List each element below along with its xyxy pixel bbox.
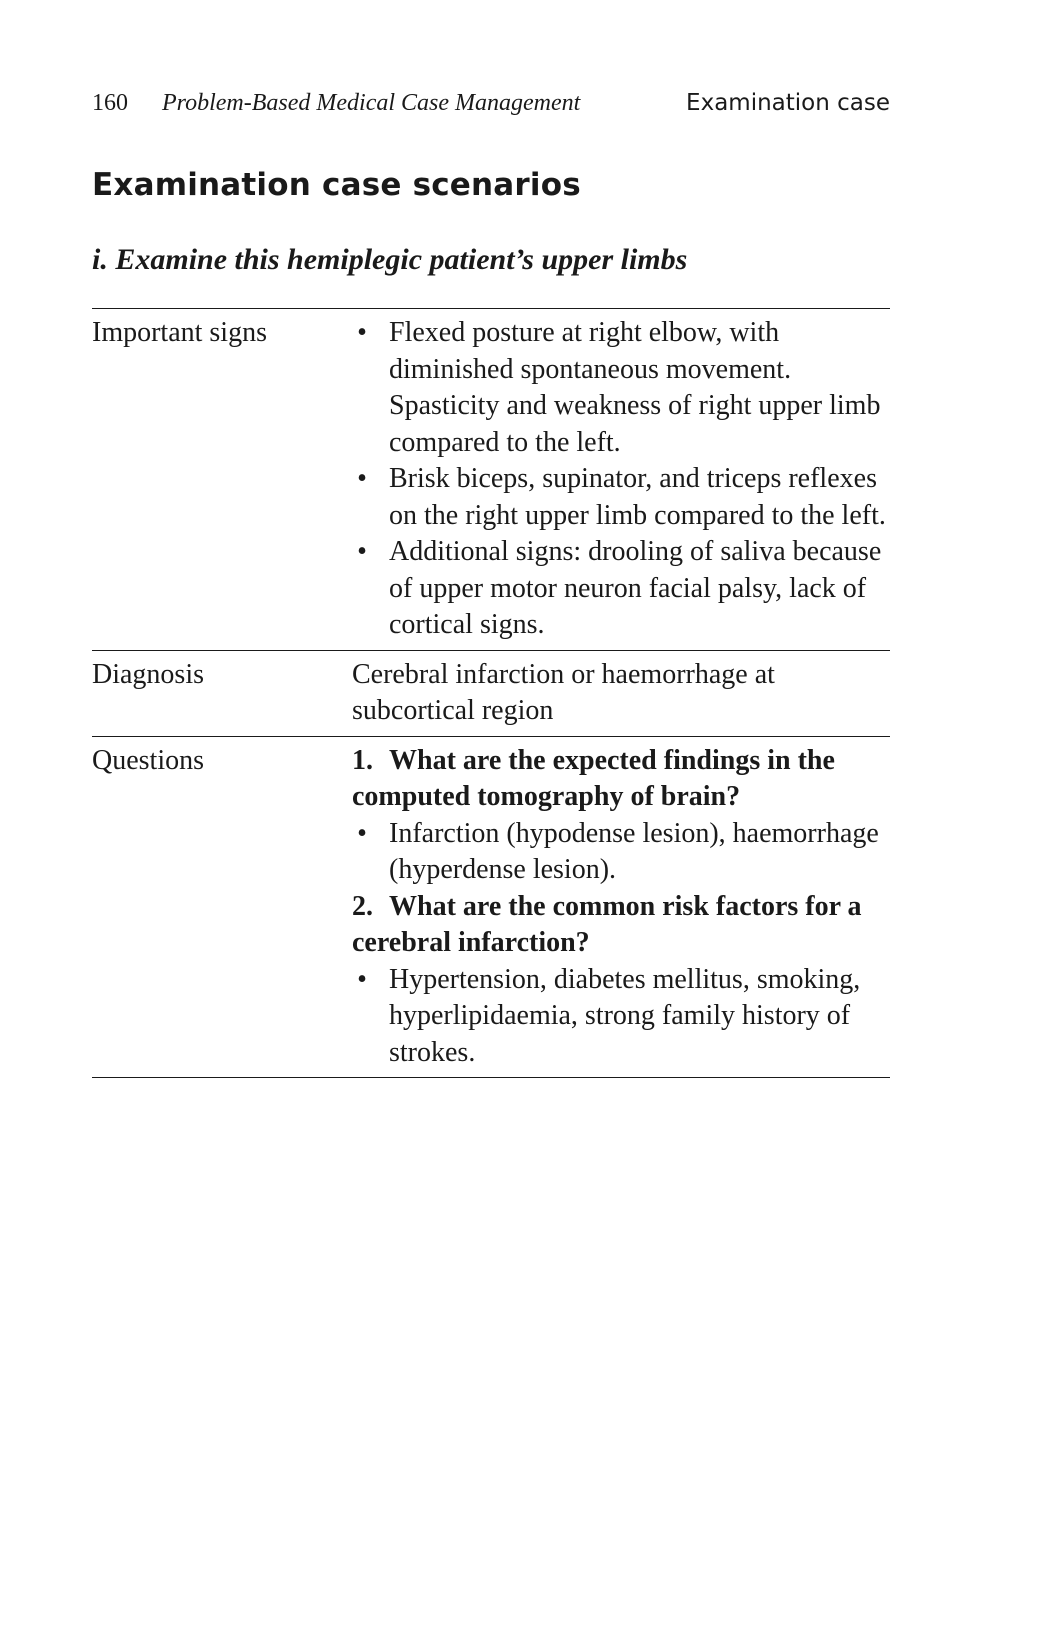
table-row-questions [92,736,890,1078]
important-signs-list [352,315,890,644]
list-item [352,534,890,644]
sign-text: Flexed posture at right elbow, with diminished spontaneous movement. Spasticity and weakness of right upper limb compared to the left. [389,317,881,458]
answer-item [352,816,890,889]
question-number: 2. [352,890,373,922]
question-text: What are the common risk factors for a cerebral infarction? [352,890,862,958]
case-title [92,243,687,277]
bullet-icon: • [357,817,367,849]
answer-text: Infarction (hypodense lesion), haemorrhage (hyperdense lesion). [389,817,879,885]
bullet-icon: • [357,463,367,494]
row-label-diagnosis: Diagnosis [92,658,204,690]
section-heading: Examination case scenarios [92,167,581,203]
question-item [352,743,890,816]
section-tag: Examination case [686,90,890,116]
answer-item [352,962,890,1072]
running-head [92,86,890,122]
table-row-diagnosis [92,650,890,736]
row-label-questions: Questions [92,744,204,776]
sign-text: Brisk biceps, supinator, and triceps reflexes on the right upper limb compared to the left. [389,463,886,531]
answer-text: Hypertension, diabetes mellitus, smoking, hyperlipidaemia, strong family history of strokes. [389,963,861,1068]
diagnosis-text: Cerebral infarction or haemorrhage at subcortical region [352,658,775,726]
questions-list [352,743,890,1072]
list-item [352,461,890,534]
bullet-icon: • [357,536,367,567]
page-number: 160 [92,90,128,116]
question-text: What are the expected findings in the computed tomography of brain? [352,744,835,812]
table-row-important-signs [92,309,890,650]
sign-text: Additional signs: drooling of saliva because of upper motor neuron facial palsy, lack of cortical signs. [389,536,882,640]
case-numeral: i. [92,243,108,276]
bullet-icon: • [357,963,367,995]
book-title: Problem-Based Medical Case Management [162,90,581,116]
question-item [352,889,890,962]
list-item [352,315,890,461]
row-label-important-signs: Important signs [92,317,267,348]
case-title-text: Examine this hemiplegic patient’s upper limbs [115,243,688,276]
question-number: 1. [352,744,373,776]
case-table [92,308,890,1078]
bullet-icon: • [357,317,367,348]
